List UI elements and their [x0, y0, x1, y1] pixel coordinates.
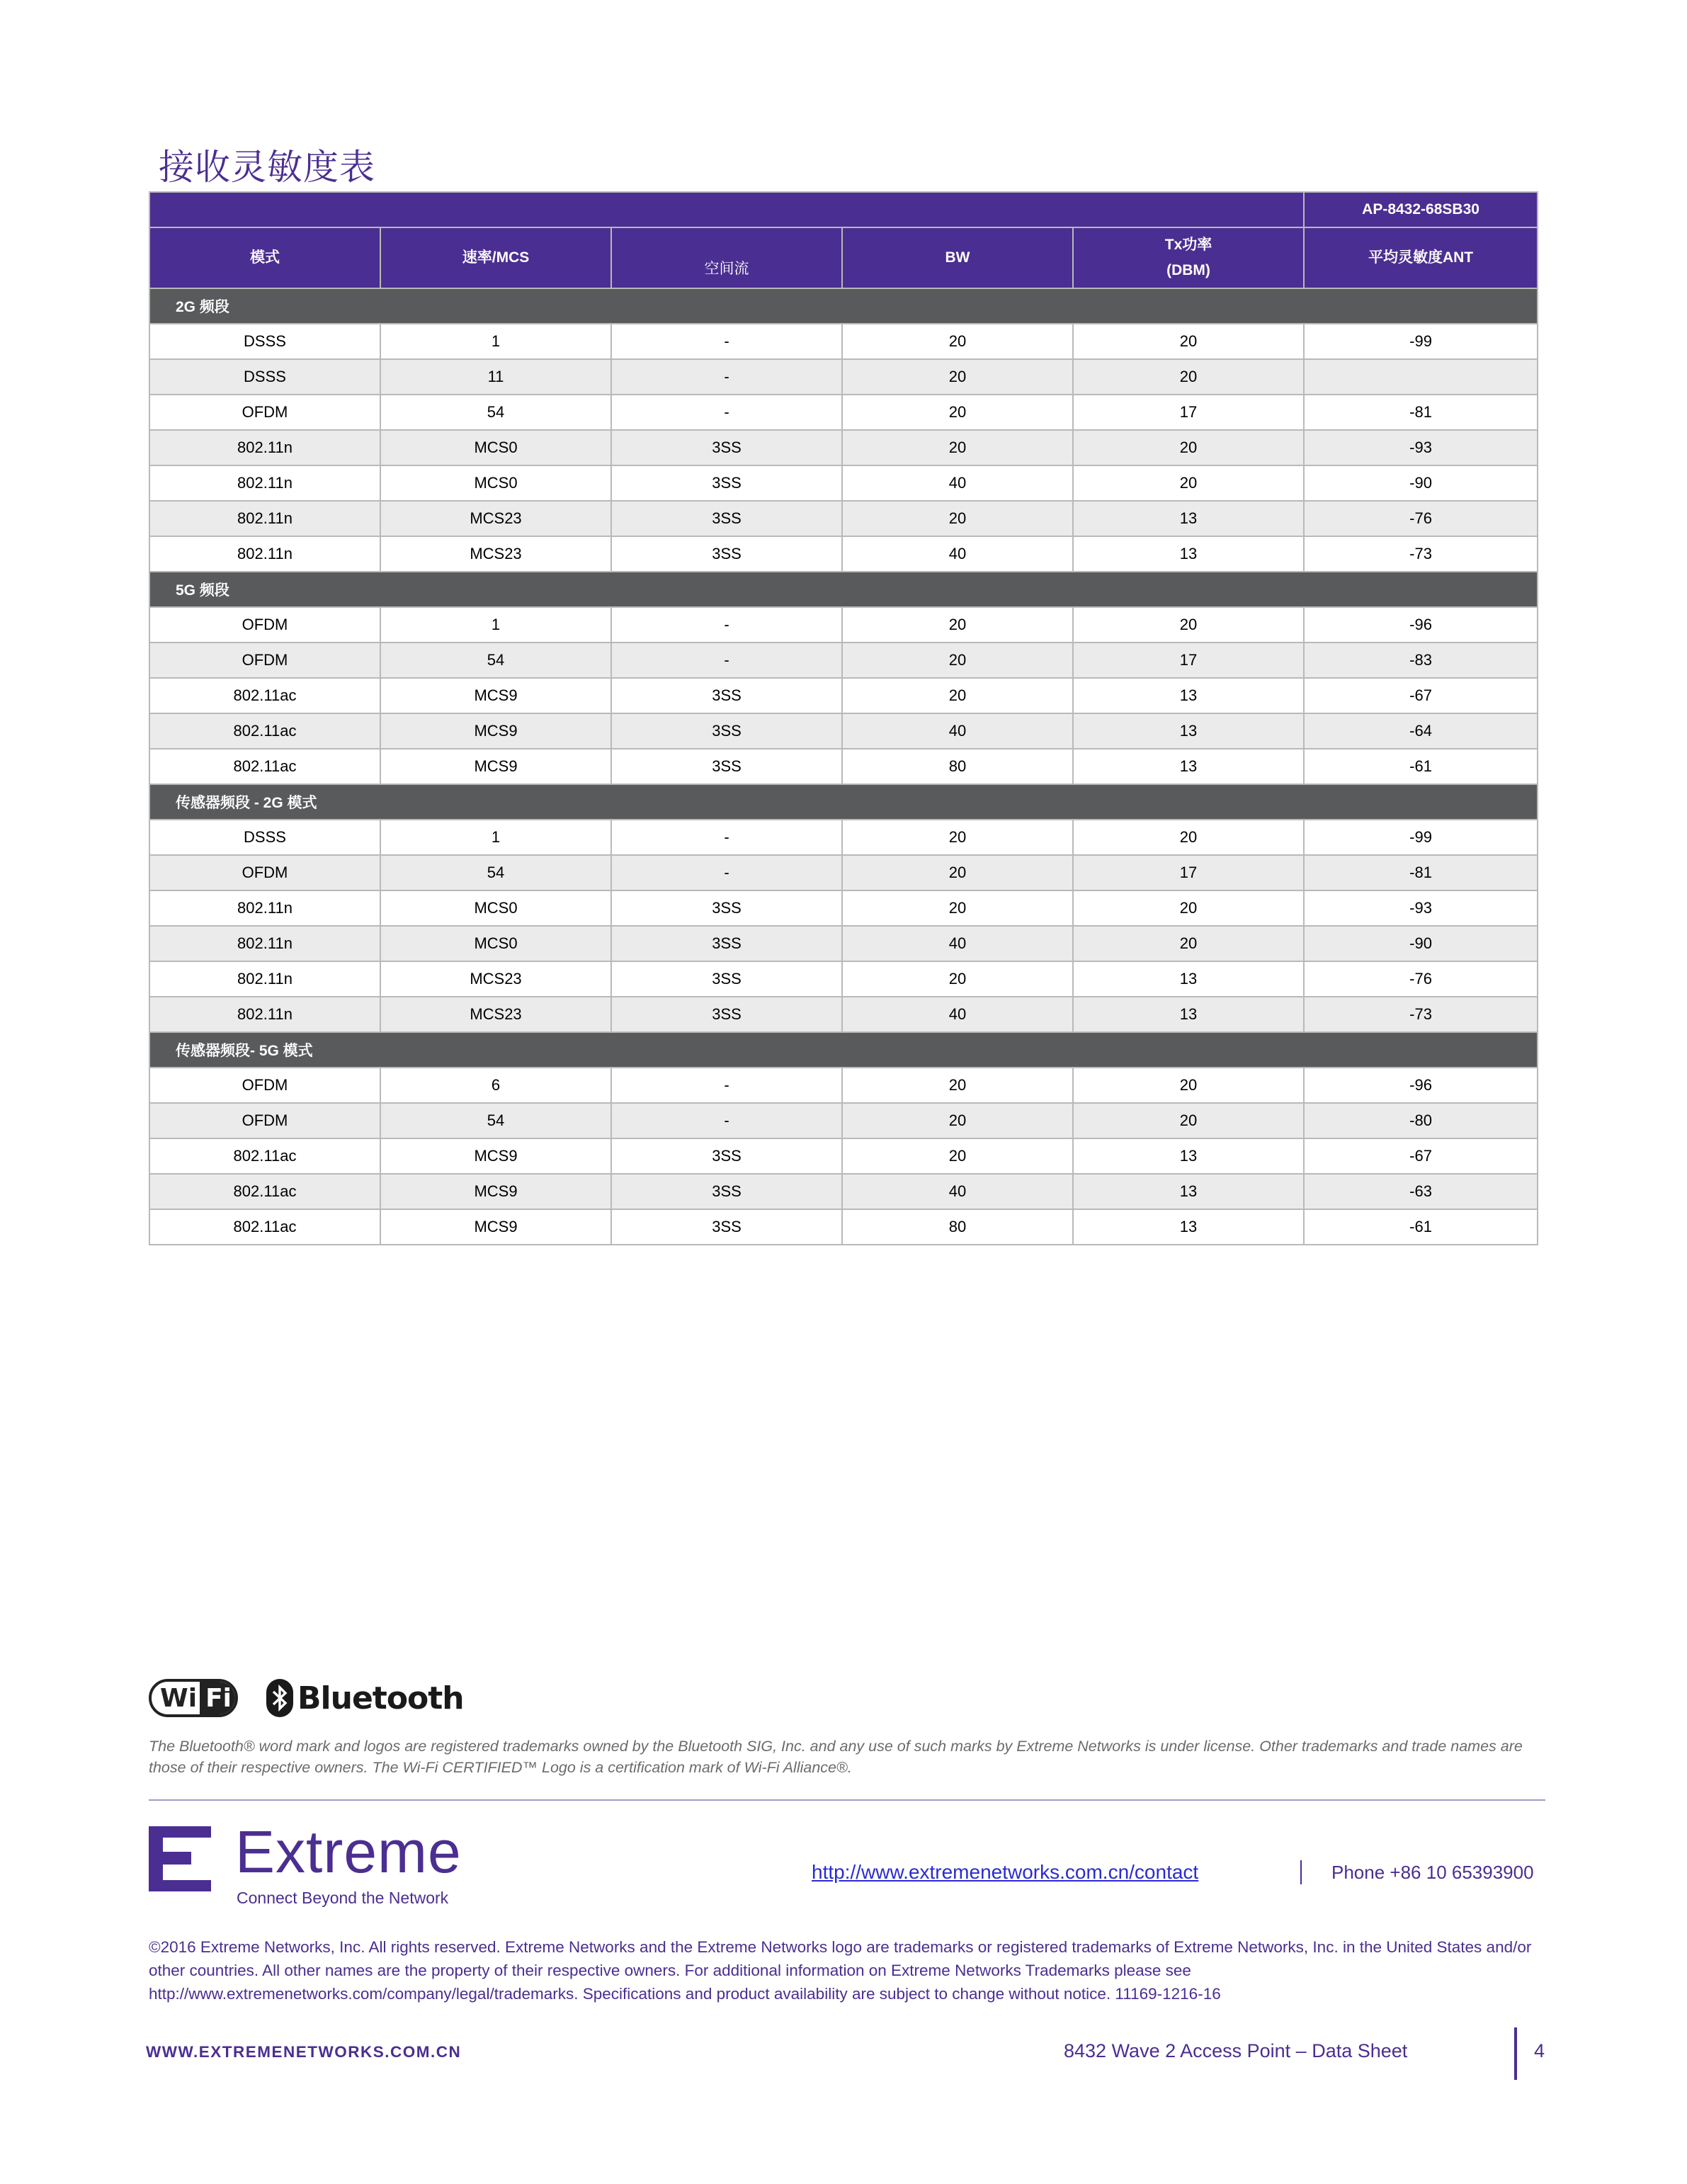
table-row	[149, 324, 1538, 359]
cell-tx-power: 20	[1073, 607, 1304, 643]
cell-mode: OFDM	[149, 607, 380, 643]
table-row	[149, 395, 1538, 430]
cell-sensitivity: -99	[1304, 324, 1538, 359]
page-number: 4	[1534, 2040, 1545, 2061]
cell-sensitivity: -99	[1304, 820, 1538, 855]
cell-tx-power: 13	[1073, 1209, 1304, 1245]
wifi-logo-fi: Fi	[200, 1682, 238, 1714]
cell-bw: 20	[842, 855, 1073, 890]
cell-tx-power: 13	[1073, 713, 1304, 749]
cell-bw: 20	[842, 501, 1073, 536]
footer-separator	[1514, 2027, 1517, 2080]
bluetooth-logo	[266, 1677, 464, 1719]
cell-spatial-streams: -	[611, 395, 842, 430]
table-row	[149, 501, 1538, 536]
table-row	[149, 430, 1538, 465]
cell-bw: 20	[842, 1103, 1073, 1138]
header-tx-power-line1: Tx功率	[1164, 237, 1212, 254]
cell-mode: 802.11n	[149, 961, 380, 997]
cell-spatial-streams: 3SS	[611, 536, 842, 572]
cell-mode: 802.11n	[149, 926, 380, 961]
cell-rate: MCS9	[380, 749, 611, 784]
trademark-disclaimer: The Bluetooth® word mark and logos are registered trademarks owned by the Bluetooth SIG, Inc. and any use of such marks by Extreme Networks is under license. Other trademarks and trade names are those of their respective owners. The Wi-Fi CERTIFIED™ Logo is a certification mark of Wi-Fi Alliance®.	[149, 1738, 1523, 1776]
cell-rate: MCS9	[380, 713, 611, 749]
cell-spatial-streams: -	[611, 820, 842, 855]
extreme-logo-icon	[149, 1826, 211, 1895]
cell-mode: DSSS	[149, 324, 380, 359]
cell-mode: 802.11ac	[149, 1138, 380, 1174]
cell-mode: OFDM	[149, 395, 380, 430]
table-column-header-row	[149, 227, 1538, 288]
cell-sensitivity: -90	[1304, 926, 1538, 961]
cell-rate: MCS23	[380, 997, 611, 1032]
section-label: 2G 频段	[149, 288, 1538, 324]
cell-bw: 20	[842, 890, 1073, 926]
cell-spatial-streams: -	[611, 607, 842, 643]
cell-spatial-streams: 3SS	[611, 997, 842, 1032]
contact-separator	[1300, 1860, 1302, 1884]
table-row	[149, 1138, 1538, 1174]
copyright-notice: ©2016 Extreme Networks, Inc. All rights reserved. Extreme Networks and the Extreme Networks logo are trademarks or registered trademarks of Extreme Networks, Inc. in the United States and/or other countries. All other names are the property of their respective owners. For additional information on Extreme Networks Trademarks please see http://www.extremenetworks.com/company/legal/trademarks. Specifications and product availability are subject to change without notice. 11169-1216-16	[149, 1938, 1532, 2003]
table-row	[149, 359, 1538, 395]
table-model-header-row	[149, 192, 1538, 227]
cell-sensitivity: -81	[1304, 855, 1538, 890]
cell-sensitivity: -96	[1304, 607, 1538, 643]
cell-rate: MCS0	[380, 926, 611, 961]
cell-mode: 802.11n	[149, 890, 380, 926]
cell-mode: 802.11ac	[149, 1174, 380, 1209]
table-row	[149, 820, 1538, 855]
cell-bw: 40	[842, 713, 1073, 749]
cell-spatial-streams: 3SS	[611, 961, 842, 997]
table-row	[149, 855, 1538, 890]
header-spatial-streams: 空间流	[611, 227, 842, 288]
section-header-row	[149, 1032, 1538, 1068]
cell-sensitivity: -76	[1304, 501, 1538, 536]
table-row	[149, 536, 1538, 572]
header-rate: 速率/MCS	[380, 227, 611, 288]
cell-spatial-streams: -	[611, 855, 842, 890]
cell-spatial-streams: 3SS	[611, 713, 842, 749]
cell-spatial-streams: -	[611, 324, 842, 359]
cell-tx-power: 13	[1073, 961, 1304, 997]
cell-mode: 802.11ac	[149, 749, 380, 784]
cell-bw: 80	[842, 1209, 1073, 1245]
cell-bw: 40	[842, 1174, 1073, 1209]
cell-sensitivity: -76	[1304, 961, 1538, 997]
cell-rate: 54	[380, 395, 611, 430]
cell-sensitivity: -61	[1304, 749, 1538, 784]
cell-sensitivity: -63	[1304, 1174, 1538, 1209]
cell-tx-power: 20	[1073, 1068, 1304, 1103]
table-row	[149, 713, 1538, 749]
bluetooth-wordmark: Bluetooth	[297, 1680, 464, 1716]
cell-rate: MCS9	[380, 1174, 611, 1209]
header-blank-cell	[149, 192, 1304, 227]
cell-sensitivity: -61	[1304, 1209, 1538, 1245]
cell-bw: 20	[842, 961, 1073, 997]
cell-sensitivity: -67	[1304, 678, 1538, 713]
cell-bw: 20	[842, 643, 1073, 678]
cell-rate: 1	[380, 607, 611, 643]
cell-tx-power: 17	[1073, 855, 1304, 890]
cell-tx-power: 20	[1073, 1103, 1304, 1138]
cell-tx-power: 13	[1073, 501, 1304, 536]
table-row	[149, 926, 1538, 961]
table-row	[149, 643, 1538, 678]
cell-bw: 40	[842, 536, 1073, 572]
cell-spatial-streams: 3SS	[611, 926, 842, 961]
cell-mode: 802.11n	[149, 536, 380, 572]
cell-tx-power: 20	[1073, 430, 1304, 465]
table-row	[149, 961, 1538, 997]
cell-sensitivity: -73	[1304, 536, 1538, 572]
cell-mode: OFDM	[149, 855, 380, 890]
wifi-logo-wi: Wi	[160, 1683, 198, 1713]
cell-rate: MCS23	[380, 536, 611, 572]
cell-rate: 1	[380, 324, 611, 359]
cell-mode: 802.11n	[149, 430, 380, 465]
cell-tx-power: 17	[1073, 643, 1304, 678]
cell-tx-power: 20	[1073, 890, 1304, 926]
table-row	[149, 607, 1538, 643]
cell-sensitivity: -93	[1304, 430, 1538, 465]
cell-mode: OFDM	[149, 1068, 380, 1103]
footer-divider	[149, 1799, 1545, 1801]
extreme-wordmark: Extreme	[235, 1818, 462, 1885]
section-header-row	[149, 288, 1538, 324]
cell-tx-power: 13	[1073, 997, 1304, 1032]
cell-spatial-streams: 3SS	[611, 430, 842, 465]
cell-rate: 1	[380, 820, 611, 855]
cell-sensitivity: -81	[1304, 395, 1538, 430]
cell-bw: 20	[842, 395, 1073, 430]
cell-spatial-streams: 3SS	[611, 890, 842, 926]
cell-rate: MCS0	[380, 465, 611, 501]
cell-spatial-streams: 3SS	[611, 678, 842, 713]
cell-tx-power: 20	[1073, 926, 1304, 961]
cell-mode: DSSS	[149, 359, 380, 395]
extreme-tagline: Connect Beyond the Network	[237, 1889, 449, 1907]
cell-spatial-streams: -	[611, 1103, 842, 1138]
section-header-row	[149, 784, 1538, 820]
cell-mode: 802.11n	[149, 997, 380, 1032]
table-row	[149, 678, 1538, 713]
cell-tx-power: 20	[1073, 324, 1304, 359]
sensitivity-table-container	[149, 191, 1537, 1245]
cell-sensitivity: -73	[1304, 997, 1538, 1032]
cell-rate: 54	[380, 643, 611, 678]
cell-mode: DSSS	[149, 820, 380, 855]
table-row	[149, 465, 1538, 501]
cell-spatial-streams: -	[611, 359, 842, 395]
cell-bw: 80	[842, 749, 1073, 784]
cell-rate: MCS23	[380, 501, 611, 536]
model-header: AP-8432-68SB30	[1304, 192, 1538, 227]
cell-mode: OFDM	[149, 643, 380, 678]
section-header-row	[149, 572, 1538, 607]
contact-link[interactable]: http://www.extremenetworks.com.cn/contact	[812, 1861, 1199, 1883]
cell-mode: 802.11ac	[149, 1209, 380, 1245]
table-row	[149, 890, 1538, 926]
cell-tx-power: 20	[1073, 465, 1304, 501]
cell-spatial-streams: 3SS	[611, 465, 842, 501]
cell-spatial-streams: 3SS	[611, 749, 842, 784]
cell-bw: 20	[842, 607, 1073, 643]
cell-tx-power: 13	[1073, 536, 1304, 572]
cell-sensitivity	[1304, 359, 1538, 395]
cell-bw: 20	[842, 324, 1073, 359]
table-row	[149, 1103, 1538, 1138]
footer-website: WWW.EXTREMENETWORKS.COM.CN	[146, 2043, 462, 2061]
cell-sensitivity: -96	[1304, 1068, 1538, 1103]
table-row	[149, 749, 1538, 784]
cell-tx-power: 13	[1073, 749, 1304, 784]
section-label: 5G 频段	[149, 572, 1538, 607]
cell-tx-power: 20	[1073, 359, 1304, 395]
cell-mode: 802.11n	[149, 501, 380, 536]
cell-rate: MCS9	[380, 1209, 611, 1245]
cell-sensitivity: -83	[1304, 643, 1538, 678]
cell-spatial-streams: 3SS	[611, 1138, 842, 1174]
cell-mode: 802.11ac	[149, 713, 380, 749]
cell-tx-power: 20	[1073, 820, 1304, 855]
sensitivity-table	[149, 191, 1538, 1245]
table-row	[149, 1068, 1538, 1103]
cell-mode: 802.11ac	[149, 678, 380, 713]
cell-rate: 11	[380, 359, 611, 395]
cell-sensitivity: -64	[1304, 713, 1538, 749]
cell-sensitivity: -93	[1304, 890, 1538, 926]
cell-sensitivity: -90	[1304, 465, 1538, 501]
header-tx-power-line2: (DBM)	[1166, 262, 1210, 278]
cell-bw: 40	[842, 997, 1073, 1032]
section-label: 传感器频段 - 2G 模式	[149, 784, 1538, 820]
cell-rate: 6	[380, 1068, 611, 1103]
page-title: 接收灵敏度表	[159, 147, 375, 188]
cell-spatial-streams: -	[611, 643, 842, 678]
cell-bw: 20	[842, 359, 1073, 395]
wifi-logo	[149, 1679, 238, 1717]
section-label: 传感器频段- 5G 模式	[149, 1032, 1538, 1068]
cell-tx-power: 17	[1073, 395, 1304, 430]
cell-spatial-streams: 3SS	[611, 1209, 842, 1245]
cell-tx-power: 13	[1073, 1138, 1304, 1174]
cell-sensitivity: -67	[1304, 1138, 1538, 1174]
header-sensitivity: 平均灵敏度ANT	[1304, 227, 1538, 288]
cell-rate: MCS0	[380, 430, 611, 465]
cell-rate: MCS23	[380, 961, 611, 997]
cell-rate: 54	[380, 1103, 611, 1138]
table-body	[149, 288, 1538, 1245]
cell-bw: 40	[842, 926, 1073, 961]
bluetooth-icon	[266, 1679, 293, 1717]
cell-bw: 20	[842, 1138, 1073, 1174]
cell-rate: MCS0	[380, 890, 611, 926]
cell-bw: 40	[842, 465, 1073, 501]
header-mode: 模式	[149, 227, 380, 288]
table-row	[149, 997, 1538, 1032]
cell-rate: MCS9	[380, 678, 611, 713]
cell-rate: 54	[380, 855, 611, 890]
cell-mode: 802.11n	[149, 465, 380, 501]
cell-tx-power: 13	[1073, 1174, 1304, 1209]
cell-bw: 20	[842, 820, 1073, 855]
header-tx-power	[1073, 227, 1304, 288]
cell-rate: MCS9	[380, 1138, 611, 1174]
cell-bw: 20	[842, 1068, 1073, 1103]
cell-spatial-streams: 3SS	[611, 1174, 842, 1209]
cell-bw: 20	[842, 678, 1073, 713]
cell-mode: OFDM	[149, 1103, 380, 1138]
phone-number: Phone +86 10 65393900	[1331, 1862, 1534, 1883]
footer-document-title: 8432 Wave 2 Access Point – Data Sheet	[1064, 2040, 1408, 2061]
cell-spatial-streams: 3SS	[611, 501, 842, 536]
cell-tx-power: 13	[1073, 678, 1304, 713]
cell-spatial-streams: -	[611, 1068, 842, 1103]
table-row	[149, 1209, 1538, 1245]
cell-sensitivity: -80	[1304, 1103, 1538, 1138]
cell-bw: 20	[842, 430, 1073, 465]
table-row	[149, 1174, 1538, 1209]
header-bw: BW	[842, 227, 1073, 288]
